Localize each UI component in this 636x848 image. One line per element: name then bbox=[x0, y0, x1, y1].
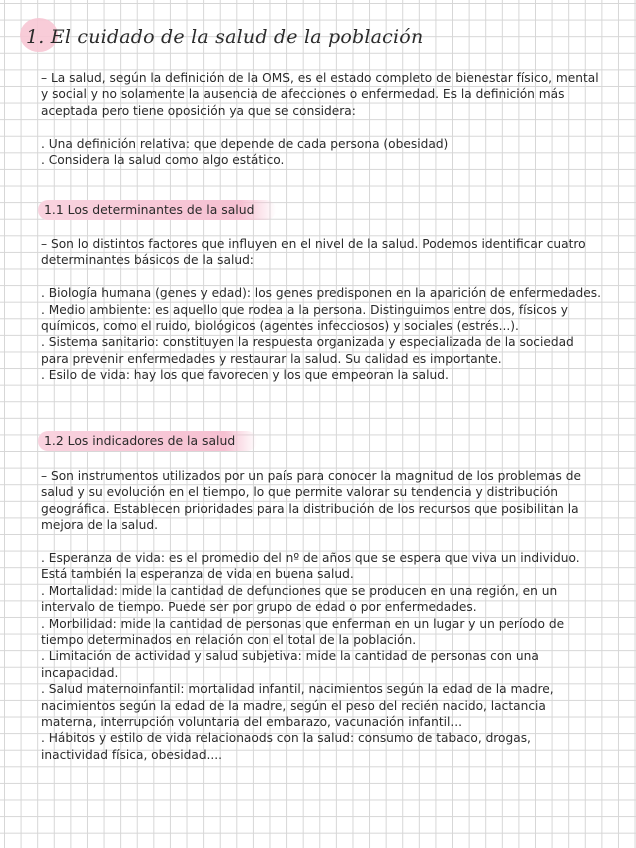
section-heading-determinantes: 1.1 Los determinantes de la salud bbox=[38, 200, 276, 220]
list-item: . Esilo de vida: hay los que favorecen y los que empeoran la salud. bbox=[41, 368, 449, 383]
list-item: . Morbilidad: mide la cantidad de personas que enferman en un lugar y un período de tiempo determinados en relación con el total de la población. bbox=[41, 616, 565, 648]
list-item: . Considera la salud como algo estático. bbox=[41, 153, 285, 168]
section-heading-indicadores: 1.2 Los indicadores de la salud bbox=[38, 431, 257, 451]
list-item: . Biología humana (genes y edad): los genes predisponen en la aparición de enfermedades. bbox=[41, 286, 602, 301]
page-title: 1. El cuidado de la salud de la población bbox=[26, 26, 424, 48]
section2-block bbox=[41, 468, 601, 763]
title-area bbox=[26, 26, 423, 48]
list-item: . Limitación de actividad y salud subjetiva: mide la cantidad de personas con una incapacidad. bbox=[41, 649, 539, 680]
intro-paragraph: – La salud, según la definición de la OMS, es el estado completo de bienestar físico, mental y social y no solamente la ausencia de afecciones o enfermedad. Es la definición más aceptada pero tiene oposición ya que se considera: bbox=[41, 71, 599, 118]
list-item: . Hábitos y estilo de vida relacionaods con la salud: consumo de tabaco, drogas, inactividad física, obesidad.... bbox=[41, 731, 531, 762]
section1-block bbox=[41, 236, 601, 384]
list-item: . Esperanza de vida: es el promedio del nº de años que se espera que viva un individuo. Está también la esperanza de vida en buena salud. bbox=[41, 551, 580, 582]
list-item: . Salud maternoinfantil: mortalidad infantil, nacimientos según la edad de la madre, nacimientos según la edad de la madre, según el peso del recién nacido, lactancia materna, interrupción voluntaria del embarazo, vacunación infantil... bbox=[41, 682, 554, 730]
list-item: . Mortalidad: mide la cantidad de defunciones que se producen en una región, en un intervalo de tiempo. Puede ser por grupo de edad o por enfermedades. bbox=[41, 583, 558, 615]
list-item: . Una definición relativa: que depende de cada persona (obesidad) bbox=[41, 136, 449, 151]
list-item: . Sistema sanitario: constituyen la respuesta organizada y especializada de la sociedad para prevenir enfermedades y restaurar la salud. Su calidad es importante. bbox=[41, 335, 574, 366]
section1-paragraph: – Son lo distintos factores que influyen en el nivel de la salud. Podemos identificar cuatro determinantes básicos de la salud: bbox=[41, 237, 586, 268]
intro-block bbox=[41, 70, 601, 168]
list-item: . Medio ambiente: es aquello que rodea a la persona. Distinguimos entre dos, físicos y químicos, como el ruido, biológicos (agentes infecciosos) y sociales (estrés...). bbox=[41, 302, 568, 334]
section2-paragraph: – Son instrumentos utilizados por un país para conocer la magnitud de los problemas de salud y su evolución en el tiempo, lo que permite valorar su tendencia y distribución geográfica. Establecen prioridades para la distribución de los recursos que posibilitan la mejora de la salud. bbox=[41, 469, 581, 533]
